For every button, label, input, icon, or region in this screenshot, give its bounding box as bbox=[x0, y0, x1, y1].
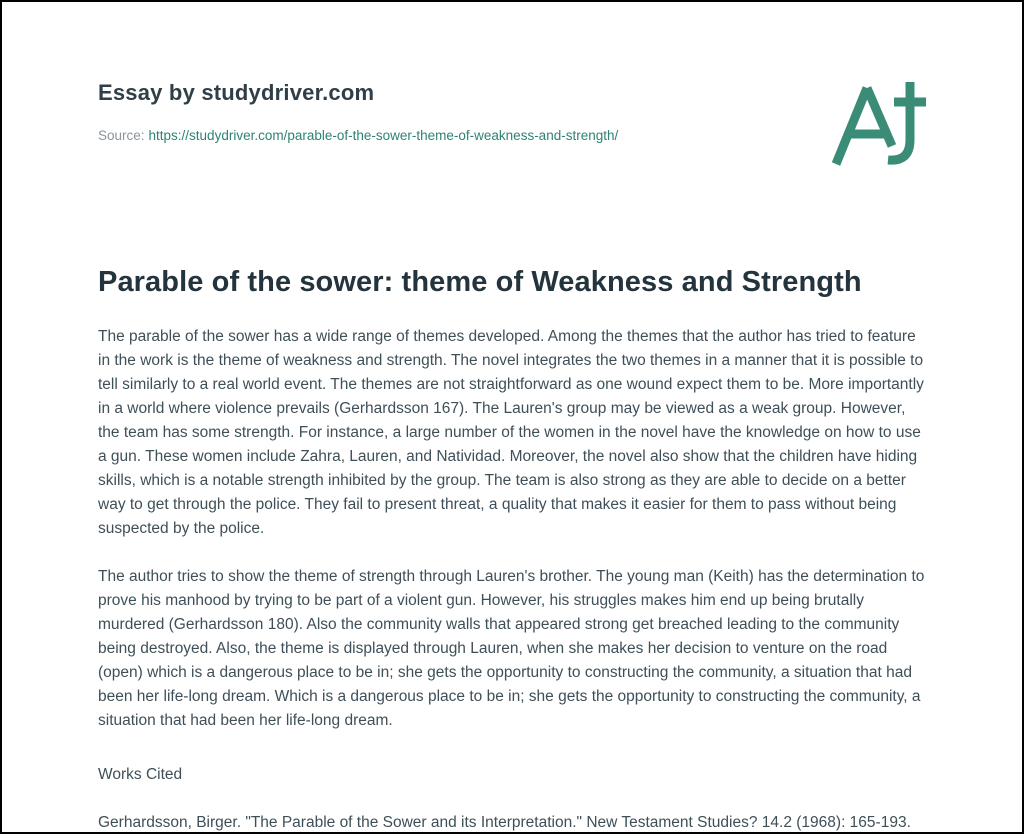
article-title: Parable of the sower: theme of Weakness and Strength bbox=[98, 266, 862, 298]
studydriver-logo bbox=[830, 78, 930, 170]
studydriver-logo-icon bbox=[830, 78, 930, 170]
paragraph-2: The author tries to show the theme of strength through Lauren's brother. The young man (Keith) has the determination to prove his manhood by trying to be part of a violent gun. However, his struggles makes him end up being brutally murdered (Gerhardsson 180). Also the community walls that appeared strong get breached leading to the community being destroyed. Also, the theme is displayed through Lauren, when she makes her decision to venture on the road (open) which is a dangerous place to be in; she gets the opportunity to constructing the community, a situation that had been her life-long dream. Which is a dangerous place to be in; she gets the opportunity to constructing the community, a situation that had been her life-long dream. bbox=[98, 568, 925, 729]
paragraph-1: The parable of the sower has a wide range of themes developed. Among the themes that the author has tried to feature in the work is the theme of weakness and strength. The novel integrates the two themes in a manner that it is possible to tell similarly to a real world event. The themes are not straightforward as one wound expect them to be. More importantly in a world where violence prevails (Gerhardsson 167). The Lauren's group may be viewed as a weak group. However, the team has some strength. For instance, a large number of the women in the novel have the knowledge on how to use a gun. These women include Zahra, Lauren, and Natividad. Moreover, the novel also show that the children have hiding skills, which is a notable strength inhibited by the group. The team is also strong as they are able to decide on a better way to get through the police. They fail to present threat, a quality that makes it easier for them to pass without being suspected by the police. bbox=[98, 328, 924, 537]
essay-by-heading: Essay by studydriver.com bbox=[98, 80, 375, 105]
source-line bbox=[98, 128, 618, 143]
source-label: Source: bbox=[98, 128, 145, 143]
page-header bbox=[98, 78, 926, 170]
works-cited-heading: Works Cited bbox=[98, 766, 183, 783]
citation-entry: Gerhardsson, Birger. "The Parable of the Sower and its Interpretation." New Testament Studies? 14.2 (1968): 165-193. bbox=[98, 814, 911, 831]
article-body bbox=[98, 325, 926, 834]
source-url-link[interactable]: https://studydriver.com/parable-of-the-sower-theme-of-weakness-and-strength/ bbox=[148, 128, 619, 143]
